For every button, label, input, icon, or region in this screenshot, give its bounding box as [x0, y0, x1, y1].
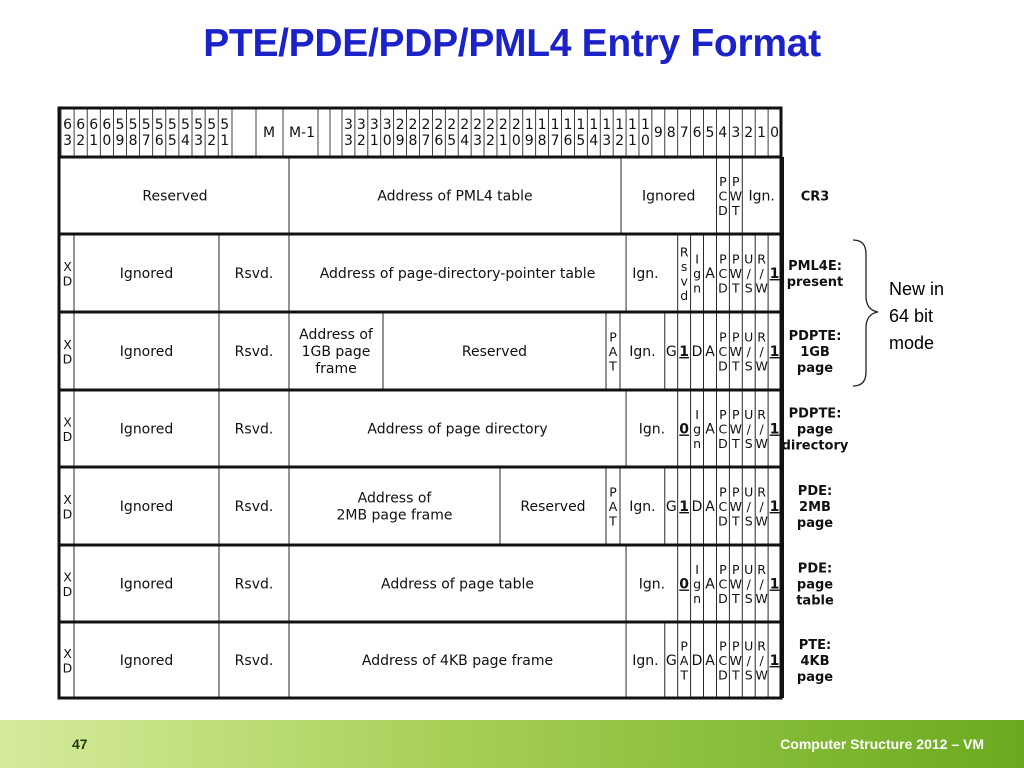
- cell-text: Address of page-directory-pointer table: [319, 266, 596, 282]
- cell-text: A: [705, 576, 715, 593]
- cell-text: Ign.: [632, 266, 659, 282]
- header-bit: 7: [679, 125, 689, 141]
- cell-text: Rsvd.: [234, 266, 274, 282]
- cell-text: U / S: [744, 484, 754, 529]
- cell-text: Rsvd.: [234, 576, 274, 593]
- cell-text: U / S: [744, 562, 754, 606]
- cell-text: Ignored: [119, 576, 174, 593]
- cell-text: X D: [62, 645, 73, 676]
- cell-text: A: [705, 344, 715, 360]
- cell-text: Address of 1GB page frame: [299, 327, 373, 377]
- cell-text: U / S: [744, 251, 754, 296]
- cell-text: Ignored: [119, 421, 174, 438]
- cell-text: P A T: [679, 638, 689, 683]
- cell-text: R / W: [755, 251, 768, 296]
- header-bit: 1 0: [640, 117, 650, 149]
- cell-text: X D: [62, 414, 73, 444]
- cell-text: Address of PML4 table: [377, 188, 533, 205]
- cell-text: 1: [769, 499, 780, 515]
- cell-text: A: [705, 499, 715, 515]
- header-bit: 1 3: [602, 117, 612, 149]
- cell-text: I g n: [693, 562, 702, 606]
- cell-text: A: [705, 266, 715, 282]
- cell-text: Reserved: [520, 499, 586, 515]
- cell-text: Ign.: [629, 499, 656, 515]
- cell-text: 1: [769, 576, 780, 593]
- cell-text: R s v d: [679, 244, 689, 303]
- cell-text: Ignored: [642, 188, 696, 205]
- note-line: 64 bit: [889, 306, 934, 326]
- header-bit: 1: [757, 125, 767, 141]
- cell-text: U / S: [744, 329, 754, 374]
- header-bit: 5 9: [115, 117, 125, 149]
- cell-text: P A T: [608, 329, 618, 374]
- row-label: CR3: [800, 189, 830, 205]
- header-bit: 2 2: [486, 117, 495, 149]
- cell-text: Address of 4KB page frame: [361, 653, 554, 669]
- cell-text: R / W: [755, 562, 768, 606]
- header-bit: 1 1: [628, 117, 637, 149]
- header-bit: 3 3: [343, 117, 353, 149]
- row-label: PDE: page table: [796, 561, 834, 609]
- page-number: 47: [72, 736, 88, 752]
- cell-text: Ign.: [632, 653, 659, 669]
- cell-text: G: [665, 499, 677, 515]
- note-line: mode: [889, 333, 935, 353]
- header-bit: 1 9: [524, 117, 534, 149]
- cell-text: P C D: [718, 329, 728, 374]
- cell-text: I g n: [693, 407, 702, 451]
- header-bit: 3 2: [356, 117, 366, 149]
- cell-text: Address of 2MB page frame: [336, 490, 453, 524]
- cell-text: P C D: [718, 251, 728, 296]
- footer-bar: [0, 720, 1024, 768]
- cell-text: Rsvd.: [234, 499, 274, 515]
- header-bit: 1 7: [550, 117, 560, 149]
- header-bit: 2 5: [447, 117, 457, 149]
- header-bit: 3 1: [369, 117, 379, 149]
- cell-text: Ign.: [748, 188, 775, 205]
- header-bit: 9: [653, 125, 663, 141]
- row-label: PDPTE: 1GB page: [788, 329, 842, 376]
- cell-text: U / S: [744, 407, 754, 451]
- cell-text: R / W: [755, 407, 768, 451]
- header-bit: 2 3: [473, 117, 483, 149]
- cell-text: P C D: [718, 638, 728, 683]
- header-bit: 5 4: [180, 117, 190, 149]
- header-bit: 5 6: [154, 117, 164, 149]
- cell-text: Reserved: [461, 344, 528, 360]
- cell-text: R / W: [755, 484, 768, 529]
- header-bit: 2 0: [511, 117, 521, 149]
- header-bit: 3: [731, 125, 741, 141]
- header-bit: 6 0: [102, 117, 112, 149]
- cell-text: Address of page directory: [367, 421, 548, 438]
- cell-text: G: [665, 344, 677, 360]
- cell-text: D: [691, 499, 703, 515]
- header-bit: 1 5: [576, 117, 586, 149]
- row-label: PDE: 2MB page: [796, 484, 834, 531]
- cell-text: Ign.: [638, 421, 666, 438]
- cell-text: X D: [62, 569, 73, 599]
- cell-text: 0: [679, 421, 690, 438]
- header-bit: 4: [718, 125, 728, 141]
- cell-text: P W T: [729, 562, 742, 606]
- cell-text: 1: [769, 344, 780, 360]
- header-bit: 8: [666, 125, 676, 141]
- header-bit: 6: [692, 125, 702, 141]
- header-bit: 3 0: [382, 117, 392, 149]
- cell-text: X D: [62, 258, 73, 289]
- header-bit: 5: [705, 125, 715, 141]
- header-bit: 5 3: [194, 117, 204, 149]
- cell-text: 1: [769, 653, 780, 669]
- header-bit: 6 3: [63, 117, 73, 149]
- header-bit: 1 2: [615, 117, 625, 149]
- header-bit: 2 8: [408, 117, 418, 149]
- cell-text: R / W: [755, 638, 768, 683]
- cell-text: D: [691, 344, 703, 360]
- cell-text: 1: [679, 499, 690, 515]
- cell-text: I g n: [693, 251, 702, 296]
- header-bit-m: M: [262, 125, 276, 141]
- cell-text: X D: [62, 491, 73, 522]
- cell-text: Rsvd.: [234, 653, 274, 669]
- cell-text: Ignored: [119, 499, 174, 515]
- header-bit: 2 1: [498, 117, 508, 149]
- new-in-64bit-note: [889, 276, 944, 357]
- slide-title: PTE/PDE/PDP/PML4 Entry Format: [203, 22, 821, 65]
- note-line: New in: [889, 279, 945, 299]
- header-bit: 0: [770, 125, 780, 141]
- header-bit: 2 9: [395, 117, 405, 149]
- cell-text: P C D: [718, 407, 728, 451]
- cell-text: P C D: [718, 484, 728, 529]
- cell-text: Ign.: [629, 344, 656, 360]
- course-title: Computer Structure 2012 – VM: [780, 736, 984, 752]
- cell-text: Ignored: [119, 344, 174, 360]
- cell-text: G: [665, 653, 677, 669]
- cell-text: P W T: [729, 638, 742, 683]
- cell-text: P W T: [729, 251, 742, 296]
- cell-text: U / S: [744, 638, 754, 683]
- header-bit: 6 1: [89, 117, 99, 149]
- cell-text: A: [705, 653, 715, 669]
- header-bit: 5 2: [207, 117, 217, 149]
- header-bit: 1 8: [537, 117, 547, 149]
- header-bit: 2 7: [421, 117, 431, 149]
- cell-text: R / W: [755, 329, 768, 374]
- cell-text: Ign.: [638, 576, 666, 593]
- cell-text: Rsvd.: [234, 421, 274, 438]
- cell-text: P W T: [729, 174, 742, 218]
- row-label: PML4E: present: [786, 259, 844, 290]
- header-bit: 2: [744, 125, 754, 141]
- cell-text: Ignored: [119, 266, 174, 282]
- cell-text: 1: [769, 421, 780, 438]
- cell-text: P W T: [729, 407, 742, 451]
- header-bit: 6 2: [76, 117, 86, 149]
- cell-text: A: [705, 421, 715, 438]
- cell-text: 1: [679, 344, 690, 360]
- header-bit: 5 7: [141, 117, 151, 149]
- cell-text: D: [691, 653, 703, 669]
- header-bit: 5 8: [128, 117, 138, 149]
- header-bit: 2 4: [460, 117, 470, 149]
- header-bit-m-1: M-1: [288, 125, 316, 141]
- cell-text: P W T: [729, 484, 742, 529]
- cell-text: 0: [679, 576, 690, 593]
- cell-text: P C D: [718, 174, 728, 218]
- header-bit: 5 1: [220, 117, 230, 149]
- cell-text: 1: [769, 266, 780, 282]
- cell-text: P C D: [718, 562, 728, 606]
- row-label: PTE: 4KB page: [796, 638, 834, 685]
- cell-text: Address of page table: [381, 576, 535, 593]
- cell-text: Rsvd.: [234, 344, 274, 360]
- cell-text: P W T: [729, 329, 742, 374]
- cell-text: X D: [62, 336, 73, 367]
- header-bit: 5 5: [167, 117, 177, 149]
- header-bit: 1 6: [563, 117, 573, 149]
- cell-text: P A T: [608, 484, 618, 529]
- row-label: PDPTE: page directory: [781, 406, 849, 454]
- cell-text: Reserved: [142, 188, 208, 205]
- header-bit: 1 4: [589, 117, 599, 149]
- header-bit: 2 6: [434, 117, 444, 149]
- cell-text: Ignored: [119, 653, 174, 669]
